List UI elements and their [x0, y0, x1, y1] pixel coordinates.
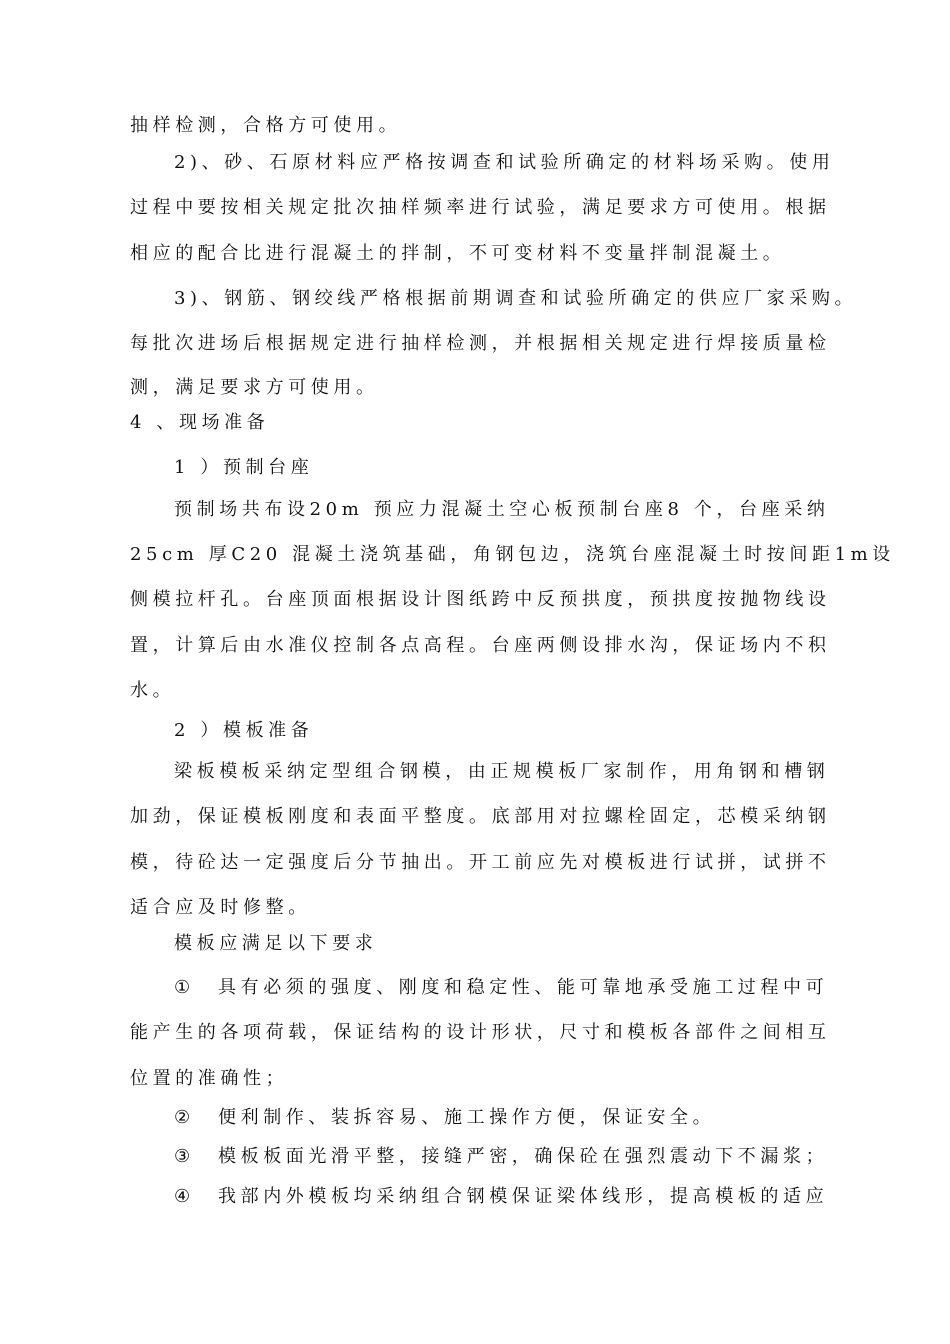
text-line: 抽样检测，合格方可使用。	[130, 115, 402, 136]
text-line: 位置的准确性；	[130, 1068, 289, 1089]
text-line: 侧模拉杆孔。台座顶面根据设计图纸跨中反预拱度，预拱度按抛物线设	[130, 589, 831, 610]
text-line: 适合应及时修整。	[130, 897, 311, 918]
text-line: 置，计算后由水准仪控制各点高程。台座两侧设排水沟，保证场内不积	[130, 635, 831, 656]
list-item-text: 我部内外模板均采纳组合钢模保证梁体线形，提高模板的适应	[218, 1186, 829, 1207]
list-marker: ①	[174, 977, 191, 998]
list-item	[174, 1145, 828, 1169]
text-line: 2)、砂、石原材料应严格按调查和试验所确定的材料场采购。使用	[174, 152, 835, 173]
text-line: 测，满足要求方可使用。	[130, 377, 379, 398]
list-marker: ②	[174, 1107, 191, 1128]
list-item-text: 便利制作、装拆容易、施工操作方便，保证安全。	[218, 1107, 716, 1128]
list-item	[174, 1106, 715, 1130]
text-line: 模，待砼达一定强度后分节抽出。开工前应先对模板进行试拼，试拼不	[130, 852, 831, 873]
text-line: 加劲，保证模板刚度和表面平整度。底部用对拉螺栓固定，芯模采纳钢	[130, 806, 831, 827]
list-item-text: 具有必须的强度、刚度和稳定性、能可靠地承受施工过程中可	[218, 977, 829, 998]
text-line: 模板应满足以下要求	[174, 933, 378, 954]
section-heading: 4 、现场准备	[130, 412, 270, 433]
list-item	[174, 976, 828, 1000]
text-line: 25cm 厚C20 混凝土浇筑基础，角钢包边，浇筑台座混凝土时按间距1m设	[130, 544, 895, 565]
subsection-heading: 2 ）模板准备	[174, 720, 314, 741]
text-line: 相应的配合比进行混凝土的拌制，不可变材料不变量拌制混凝土。	[130, 243, 786, 264]
list-item-text: 模板板面光滑平整，接缝严密，确保砼在强烈震动下不漏浆；	[218, 1146, 829, 1167]
list-item	[174, 1185, 828, 1209]
list-marker: ④	[174, 1186, 191, 1207]
text-line: 水。	[130, 680, 176, 701]
text-line: 预制场共布设20m 预应力混凝土空心板预制台座8 个，台座采纳	[174, 499, 830, 520]
text-line: 梁板模板采纳定型组合钢模，由正规模板厂家制作，用角钢和槽钢	[174, 761, 830, 782]
text-line: 每批次进场后根据规定进行抽样检测，并根据相关规定进行焊接质量检	[130, 333, 831, 354]
text-line: 3)、钢筋、钢绞线严格根据前期调查和试验所确定的供应厂家采购。	[174, 288, 858, 309]
text-line: 过程中要按相关规定批次抽样频率进行试验，满足要求方可使用。根据	[130, 197, 831, 218]
subsection-heading: 1 ）预制台座	[174, 457, 314, 478]
text-line: 能产生的各项荷载，保证结构的设计形状，尺寸和模板各部件之间相互	[130, 1022, 831, 1043]
list-marker: ③	[174, 1146, 191, 1167]
